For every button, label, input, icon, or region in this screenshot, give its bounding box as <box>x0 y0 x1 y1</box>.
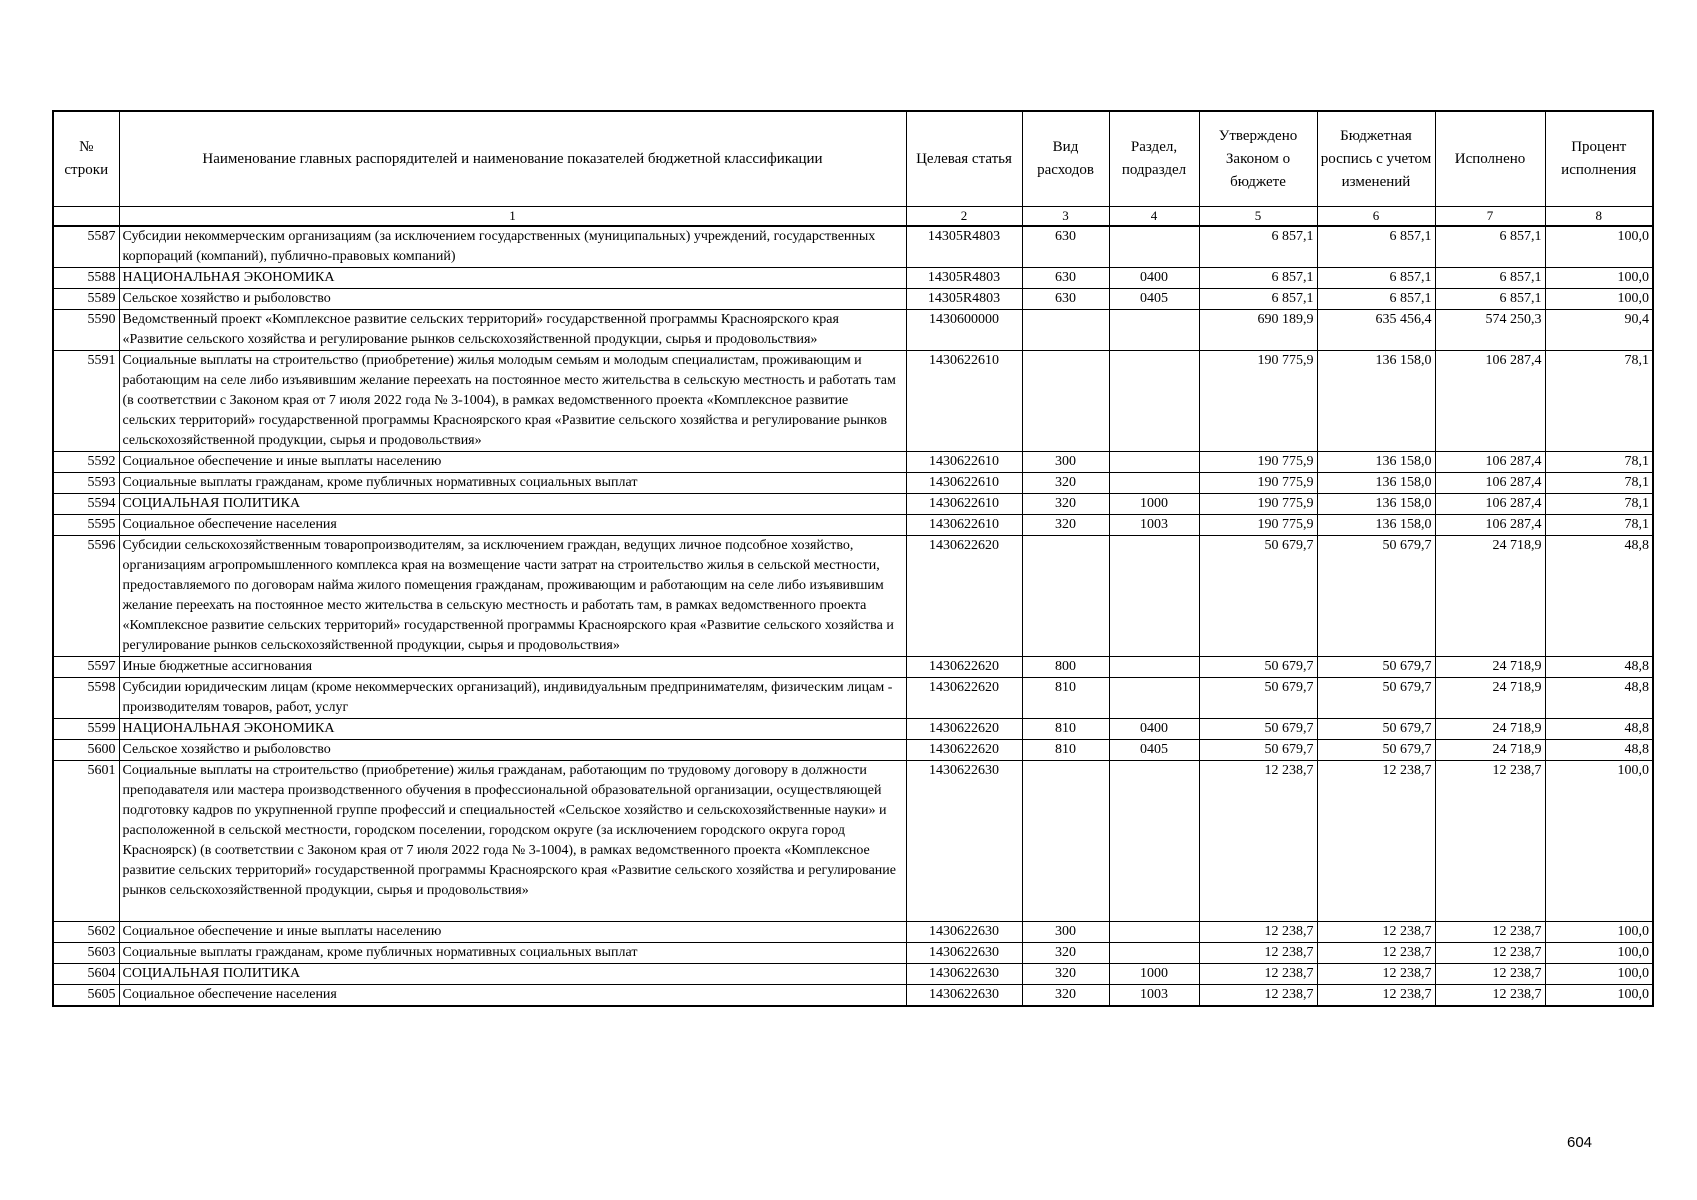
table-row <box>53 351 1653 452</box>
row-section <box>1109 678 1199 719</box>
row-number: 5589 <box>53 289 119 310</box>
row-executed: 24 718,9 <box>1435 740 1545 761</box>
row-approved: 12 238,7 <box>1199 943 1317 964</box>
budget-execution-table <box>52 110 1654 1007</box>
row-budget-schedule: 136 158,0 <box>1317 351 1435 452</box>
row-section: 0400 <box>1109 268 1199 289</box>
header-row-number: № строки <box>53 111 119 207</box>
row-name: Ведомственный проект «Комплексное развитие сельских территорий» государственной программы Красноярского края «Развитие сельского хозяйства и регулирование рынков сельскохозяйственной продукции, сырья и продовольствия» <box>119 310 906 351</box>
row-section: 0405 <box>1109 740 1199 761</box>
row-section: 1000 <box>1109 494 1199 515</box>
table-row <box>53 761 1653 922</box>
row-name: Субсидии некоммерческим организациям (за исключением государственных (муниципальных) учреждений, государственных корпораций (компаний), публично-правовых компаний) <box>119 226 906 268</box>
row-percent: 78,1 <box>1545 473 1653 494</box>
row-executed: 6 857,1 <box>1435 268 1545 289</box>
row-number: 5596 <box>53 536 119 657</box>
row-section <box>1109 536 1199 657</box>
row-target-article: 1430622610 <box>906 452 1022 473</box>
column-number: 8 <box>1545 207 1653 227</box>
row-budget-schedule: 136 158,0 <box>1317 515 1435 536</box>
row-target-article: 14305R4803 <box>906 226 1022 268</box>
row-budget-schedule: 6 857,1 <box>1317 226 1435 268</box>
row-target-article: 1430622610 <box>906 473 1022 494</box>
row-number: 5594 <box>53 494 119 515</box>
row-approved: 6 857,1 <box>1199 289 1317 310</box>
row-executed: 12 238,7 <box>1435 943 1545 964</box>
row-approved: 50 679,7 <box>1199 678 1317 719</box>
table-row <box>53 515 1653 536</box>
header-name: Наименование главных распорядителей и наименование показателей бюджетной классификации <box>119 111 906 207</box>
row-expense-kind: 810 <box>1022 719 1109 740</box>
row-target-article: 1430622630 <box>906 985 1022 1007</box>
row-expense-kind: 630 <box>1022 289 1109 310</box>
row-number: 5597 <box>53 657 119 678</box>
row-name: Социальные выплаты на строительство (приобретение) жилья молодым семьям и молодым специалистам, проживающим и работающим на селе либо изъявившим желание переехать на постоянное место жительства в сельскую местность и работать там (в соответствии с Законом края от 7 июля 2022 года № 3-1004), в рамках ведомственного проекта «Комплексное развитие сельских территорий» государственной программы Красноярского края «Развитие сельского хозяйства и регулирование рынков сельскохозяйственной продукции, сырья и продовольствия» <box>119 351 906 452</box>
row-target-article: 1430622630 <box>906 761 1022 922</box>
row-section <box>1109 922 1199 943</box>
table-row <box>53 657 1653 678</box>
header-target-article: Целевая статья <box>906 111 1022 207</box>
header-approved: Утверждено Законом о бюджете <box>1199 111 1317 207</box>
row-section <box>1109 943 1199 964</box>
row-number: 5604 <box>53 964 119 985</box>
row-percent: 90,4 <box>1545 310 1653 351</box>
row-budget-schedule: 136 158,0 <box>1317 452 1435 473</box>
row-expense-kind: 320 <box>1022 494 1109 515</box>
row-budget-schedule: 6 857,1 <box>1317 268 1435 289</box>
row-target-article: 1430622620 <box>906 657 1022 678</box>
row-approved: 6 857,1 <box>1199 226 1317 268</box>
table-body <box>53 226 1653 1006</box>
row-target-article: 1430622630 <box>906 964 1022 985</box>
row-percent: 100,0 <box>1545 943 1653 964</box>
row-section <box>1109 657 1199 678</box>
table-row <box>53 494 1653 515</box>
row-expense-kind: 800 <box>1022 657 1109 678</box>
table-row <box>53 964 1653 985</box>
row-section: 1000 <box>1109 964 1199 985</box>
row-budget-schedule: 136 158,0 <box>1317 473 1435 494</box>
column-number: 7 <box>1435 207 1545 227</box>
row-approved: 50 679,7 <box>1199 740 1317 761</box>
row-executed: 12 238,7 <box>1435 964 1545 985</box>
row-budget-schedule: 12 238,7 <box>1317 985 1435 1007</box>
row-target-article: 1430622610 <box>906 494 1022 515</box>
row-approved: 12 238,7 <box>1199 761 1317 922</box>
row-approved: 190 775,9 <box>1199 351 1317 452</box>
row-approved: 12 238,7 <box>1199 964 1317 985</box>
row-number: 5602 <box>53 922 119 943</box>
row-number: 5599 <box>53 719 119 740</box>
row-number: 5593 <box>53 473 119 494</box>
row-approved: 190 775,9 <box>1199 494 1317 515</box>
row-name: НАЦИОНАЛЬНАЯ ЭКОНОМИКА <box>119 268 906 289</box>
header-executed: Исполнено <box>1435 111 1545 207</box>
row-executed: 106 287,4 <box>1435 473 1545 494</box>
row-executed: 12 238,7 <box>1435 761 1545 922</box>
row-percent: 100,0 <box>1545 226 1653 268</box>
row-number: 5590 <box>53 310 119 351</box>
row-approved: 190 775,9 <box>1199 473 1317 494</box>
row-target-article: 1430622630 <box>906 943 1022 964</box>
row-expense-kind: 320 <box>1022 964 1109 985</box>
row-budget-schedule: 50 679,7 <box>1317 678 1435 719</box>
row-name: Социальное обеспечение и иные выплаты населению <box>119 452 906 473</box>
row-name: СОЦИАЛЬНАЯ ПОЛИТИКА <box>119 964 906 985</box>
row-percent: 100,0 <box>1545 289 1653 310</box>
row-percent: 48,8 <box>1545 657 1653 678</box>
row-target-article: 1430600000 <box>906 310 1022 351</box>
table-row <box>53 289 1653 310</box>
row-executed: 24 718,9 <box>1435 657 1545 678</box>
row-name: Сельское хозяйство и рыболовство <box>119 289 906 310</box>
row-number: 5598 <box>53 678 119 719</box>
row-expense-kind: 320 <box>1022 943 1109 964</box>
row-executed: 24 718,9 <box>1435 678 1545 719</box>
row-section <box>1109 310 1199 351</box>
row-target-article: 1430622620 <box>906 719 1022 740</box>
row-percent: 48,8 <box>1545 678 1653 719</box>
row-executed: 106 287,4 <box>1435 494 1545 515</box>
row-executed: 24 718,9 <box>1435 719 1545 740</box>
row-executed: 574 250,3 <box>1435 310 1545 351</box>
column-number-blank <box>53 207 119 227</box>
row-expense-kind: 630 <box>1022 268 1109 289</box>
row-approved: 12 238,7 <box>1199 985 1317 1007</box>
table-row <box>53 943 1653 964</box>
header-percent: Процент исполнения <box>1545 111 1653 207</box>
row-executed: 106 287,4 <box>1435 351 1545 452</box>
row-section <box>1109 473 1199 494</box>
row-executed: 12 238,7 <box>1435 922 1545 943</box>
row-section <box>1109 226 1199 268</box>
row-approved: 50 679,7 <box>1199 657 1317 678</box>
row-number: 5601 <box>53 761 119 922</box>
table-row <box>53 310 1653 351</box>
row-budget-schedule: 136 158,0 <box>1317 494 1435 515</box>
row-budget-schedule: 6 857,1 <box>1317 289 1435 310</box>
table-row <box>53 719 1653 740</box>
row-target-article: 1430622610 <box>906 515 1022 536</box>
column-number: 1 <box>119 207 906 227</box>
row-expense-kind: 630 <box>1022 226 1109 268</box>
column-number-row <box>53 207 1653 227</box>
row-target-article: 1430622630 <box>906 922 1022 943</box>
row-approved: 50 679,7 <box>1199 719 1317 740</box>
row-executed: 12 238,7 <box>1435 985 1545 1007</box>
row-target-article: 14305R4803 <box>906 289 1022 310</box>
row-expense-kind: 300 <box>1022 452 1109 473</box>
row-target-article: 1430622610 <box>906 351 1022 452</box>
row-executed: 106 287,4 <box>1435 452 1545 473</box>
row-section: 1003 <box>1109 515 1199 536</box>
column-number: 3 <box>1022 207 1109 227</box>
row-budget-schedule: 50 679,7 <box>1317 740 1435 761</box>
row-section <box>1109 761 1199 922</box>
row-budget-schedule: 50 679,7 <box>1317 657 1435 678</box>
row-executed: 24 718,9 <box>1435 536 1545 657</box>
row-number: 5588 <box>53 268 119 289</box>
row-expense-kind <box>1022 761 1109 922</box>
row-target-article: 1430622620 <box>906 536 1022 657</box>
row-name: Сельское хозяйство и рыболовство <box>119 740 906 761</box>
row-section: 0405 <box>1109 289 1199 310</box>
row-name: Социальные выплаты гражданам, кроме публичных нормативных социальных выплат <box>119 473 906 494</box>
row-name: СОЦИАЛЬНАЯ ПОЛИТИКА <box>119 494 906 515</box>
table-row <box>53 740 1653 761</box>
row-target-article: 1430622620 <box>906 678 1022 719</box>
row-approved: 190 775,9 <box>1199 515 1317 536</box>
column-number: 6 <box>1317 207 1435 227</box>
row-section <box>1109 351 1199 452</box>
row-name: Социальные выплаты на строительство (приобретение) жилья гражданам, работающим по трудовому договору в должности преподавателя или мастера производственного обучения в профессиональной образовательной организации, осуществляющей подготовку кадров по укрупненной группе профессий и специальностей «Сельское хозяйство и сельскохозяйственные науки» и расположенной в сельской местности, городском поселении, городском округе (за исключением городского округа город Красноярск) (в соответствии с Законом края от 7 июля 2022 года № 3-1004), в рамках ведомственного проекта «Комплексное развитие сельских территорий» государственной программы Красноярского края «Развитие сельского хозяйства и регулирование рынков сельскохозяйственной продукции, сырья и продовольствия» <box>119 761 906 922</box>
row-expense-kind <box>1022 310 1109 351</box>
row-name: Социальные выплаты гражданам, кроме публичных нормативных социальных выплат <box>119 943 906 964</box>
row-section <box>1109 452 1199 473</box>
row-number: 5592 <box>53 452 119 473</box>
row-executed: 6 857,1 <box>1435 289 1545 310</box>
column-number: 4 <box>1109 207 1199 227</box>
row-number: 5603 <box>53 943 119 964</box>
header-expense-kind: Вид расходов <box>1022 111 1109 207</box>
row-percent: 100,0 <box>1545 985 1653 1007</box>
row-budget-schedule: 12 238,7 <box>1317 964 1435 985</box>
row-budget-schedule: 12 238,7 <box>1317 761 1435 922</box>
row-expense-kind <box>1022 351 1109 452</box>
row-percent: 48,8 <box>1545 719 1653 740</box>
row-expense-kind: 320 <box>1022 515 1109 536</box>
row-approved: 190 775,9 <box>1199 452 1317 473</box>
row-name: Субсидии сельскохозяйственным товаропроизводителям, за исключением граждан, ведущих личное подсобное хозяйство, организациям агропромышленного комплекса края на возмещение части затрат на строительство жилья в сельской местности, предоставляемого по договорам найма жилого помещения гражданам, проживающим и работающим на селе либо изъявившим желание переехать на постоянное место жительства в сельскую местность и работать там, в рамках ведомственного проекта «Комплексное развитие сельских территорий» государственной программы Красноярского края «Развитие сельского хозяйства и регулирование рынков сельскохозяйственной продукции, сырья и продовольствия» <box>119 536 906 657</box>
header-budget-schedule: Бюджетная роспись с учетом изменений <box>1317 111 1435 207</box>
table-row <box>53 536 1653 657</box>
row-percent: 78,1 <box>1545 351 1653 452</box>
row-approved: 690 189,9 <box>1199 310 1317 351</box>
row-budget-schedule: 12 238,7 <box>1317 943 1435 964</box>
row-percent: 78,1 <box>1545 452 1653 473</box>
row-number: 5600 <box>53 740 119 761</box>
row-name: НАЦИОНАЛЬНАЯ ЭКОНОМИКА <box>119 719 906 740</box>
column-number: 5 <box>1199 207 1317 227</box>
row-approved: 12 238,7 <box>1199 922 1317 943</box>
row-approved: 6 857,1 <box>1199 268 1317 289</box>
row-name: Иные бюджетные ассигнования <box>119 657 906 678</box>
row-name: Социальное обеспечение населения <box>119 985 906 1007</box>
table-row <box>53 678 1653 719</box>
row-number: 5595 <box>53 515 119 536</box>
row-expense-kind: 320 <box>1022 473 1109 494</box>
row-target-article: 1430622620 <box>906 740 1022 761</box>
row-name: Социальное обеспечение и иные выплаты населению <box>119 922 906 943</box>
table-row <box>53 922 1653 943</box>
table-row <box>53 226 1653 268</box>
header-section: Раздел, подраздел <box>1109 111 1199 207</box>
row-name: Субсидии юридическим лицам (кроме некоммерческих организаций), индивидуальным предпринимателям, физическим лицам - производителям товаров, работ, услуг <box>119 678 906 719</box>
row-section: 1003 <box>1109 985 1199 1007</box>
row-expense-kind: 320 <box>1022 985 1109 1007</box>
table-row <box>53 985 1653 1007</box>
row-number: 5605 <box>53 985 119 1007</box>
row-percent: 78,1 <box>1545 494 1653 515</box>
row-executed: 6 857,1 <box>1435 226 1545 268</box>
table-row <box>53 473 1653 494</box>
table-row <box>53 268 1653 289</box>
row-expense-kind: 810 <box>1022 740 1109 761</box>
row-name: Социальное обеспечение населения <box>119 515 906 536</box>
row-expense-kind: 810 <box>1022 678 1109 719</box>
table-row <box>53 452 1653 473</box>
row-executed: 106 287,4 <box>1435 515 1545 536</box>
row-expense-kind: 300 <box>1022 922 1109 943</box>
row-budget-schedule: 635 456,4 <box>1317 310 1435 351</box>
table-header-row <box>53 111 1653 207</box>
column-number: 2 <box>906 207 1022 227</box>
row-percent: 100,0 <box>1545 268 1653 289</box>
row-percent: 48,8 <box>1545 740 1653 761</box>
row-expense-kind <box>1022 536 1109 657</box>
row-target-article: 14305R4803 <box>906 268 1022 289</box>
row-number: 5587 <box>53 226 119 268</box>
row-budget-schedule: 50 679,7 <box>1317 719 1435 740</box>
row-budget-schedule: 12 238,7 <box>1317 922 1435 943</box>
row-percent: 78,1 <box>1545 515 1653 536</box>
row-percent: 100,0 <box>1545 922 1653 943</box>
row-approved: 50 679,7 <box>1199 536 1317 657</box>
row-section: 0400 <box>1109 719 1199 740</box>
row-percent: 48,8 <box>1545 536 1653 657</box>
row-percent: 100,0 <box>1545 761 1653 922</box>
row-budget-schedule: 50 679,7 <box>1317 536 1435 657</box>
row-percent: 100,0 <box>1545 964 1653 985</box>
page-number: 604 <box>1567 1134 1593 1151</box>
row-number: 5591 <box>53 351 119 452</box>
